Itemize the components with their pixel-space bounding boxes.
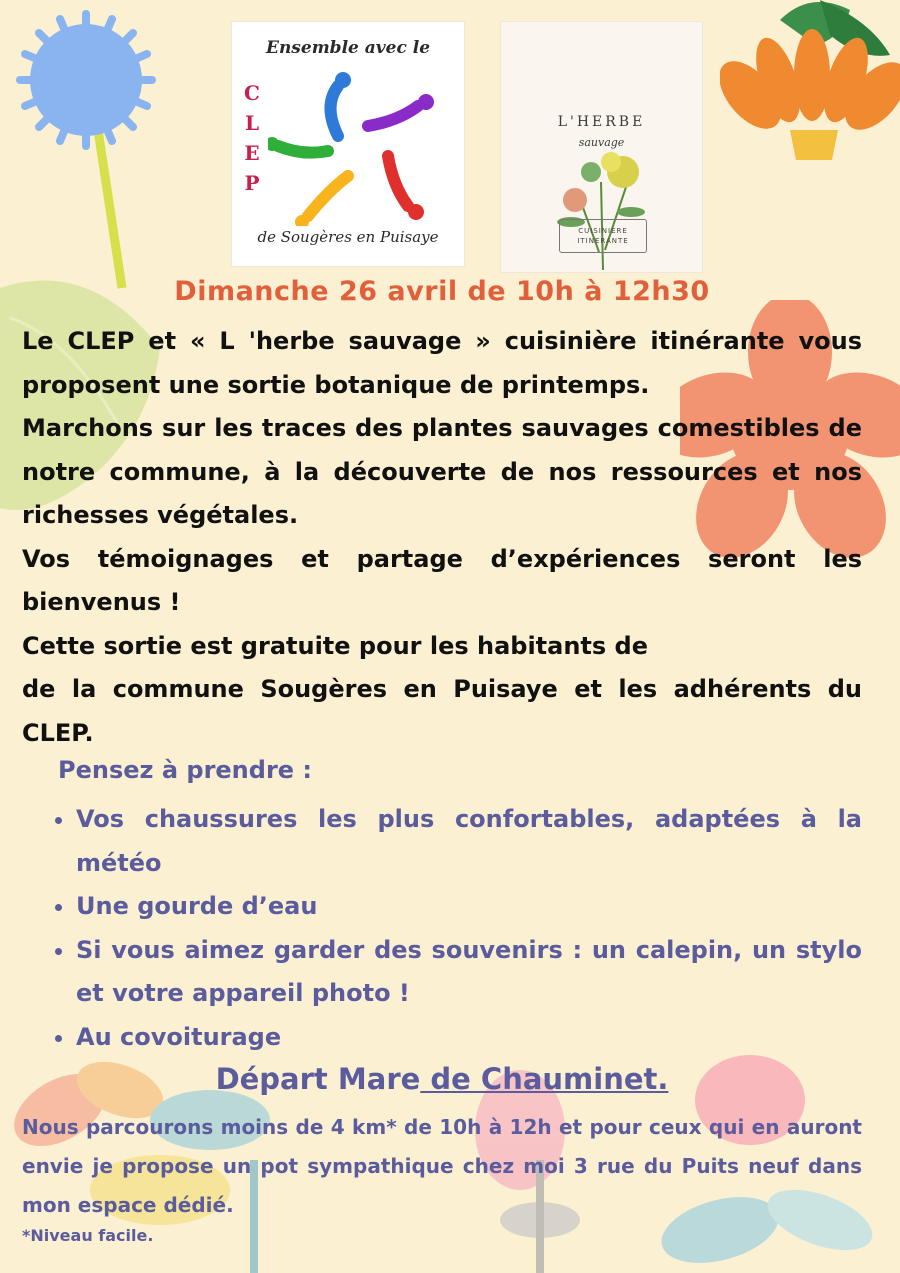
herbe-badge-line2: ITINERANTE	[577, 237, 629, 245]
walk-note: Nous parcourons moins de 4 km* de 10h à 12h et pour ceux qui en auront envie je propose un pot sympathique chez moi 3 rue du Puits neuf dans mon espace dédié.	[22, 1115, 862, 1217]
intro-paragraph-2: Marchons sur les traces des plantes sauvages comestibles de notre commune, à la découverte de nos ressources et nos richesses végétales.	[22, 414, 862, 529]
list-item: • Si vous aimez garder des souvenirs : un calepin, un stylo et votre appareil photo !	[76, 929, 862, 1016]
departure-prefix: Départ Mare	[215, 1062, 421, 1096]
event-date: Dimanche 26 avril de 10h à 12h30	[174, 276, 710, 307]
herbe-logo-badge	[559, 219, 647, 253]
intro-paragraph-1: Le CLEP et « L 'herbe sauvage » cuisinière itinérante vous proposent une sortie botanique de printemps.	[22, 327, 862, 399]
departure-place: de Chauminet.	[420, 1062, 669, 1096]
intro-paragraph-4b: de la commune Sougères en Puisaye et les adhérents du CLEP.	[22, 675, 862, 747]
clep-logo-top-text: Ensemble avec le	[265, 38, 431, 58]
clep-logo	[232, 22, 464, 266]
list-item: • Vos chaussures les plus confortables, adaptées à la météo	[76, 798, 862, 885]
clep-logo-bottom-text: de Sougères en Puisaye	[257, 228, 439, 246]
blue-flower-icon	[0, 0, 180, 300]
herbe-logo-subtitle: sauvage	[578, 136, 625, 149]
orange-flower-icon	[720, 0, 900, 170]
clep-logo-acronym: CLEP	[244, 81, 260, 195]
intro-paragraph-3: Vos témoignages et partage d’expériences seront les bienvenus !	[22, 544, 862, 616]
herbe-badge-line1: CUISINIERE	[578, 227, 628, 235]
bring-list	[22, 798, 862, 1059]
difficulty-level: *Niveau facile.	[22, 1226, 154, 1245]
list-item: • Une gourde d’eau	[76, 885, 862, 929]
people-circle-icon	[268, 66, 448, 226]
departure-line	[22, 1062, 862, 1096]
list-item: • Au covoiturage	[76, 1016, 862, 1060]
herbe-sauvage-logo	[501, 22, 702, 272]
herbe-logo-title: L'HERBE	[557, 114, 646, 130]
intro-text	[22, 320, 862, 755]
bring-list-title: Pensez à prendre :	[58, 756, 313, 784]
intro-paragraph-4a: Cette sortie est gratuite pour les habitants de	[22, 631, 649, 660]
